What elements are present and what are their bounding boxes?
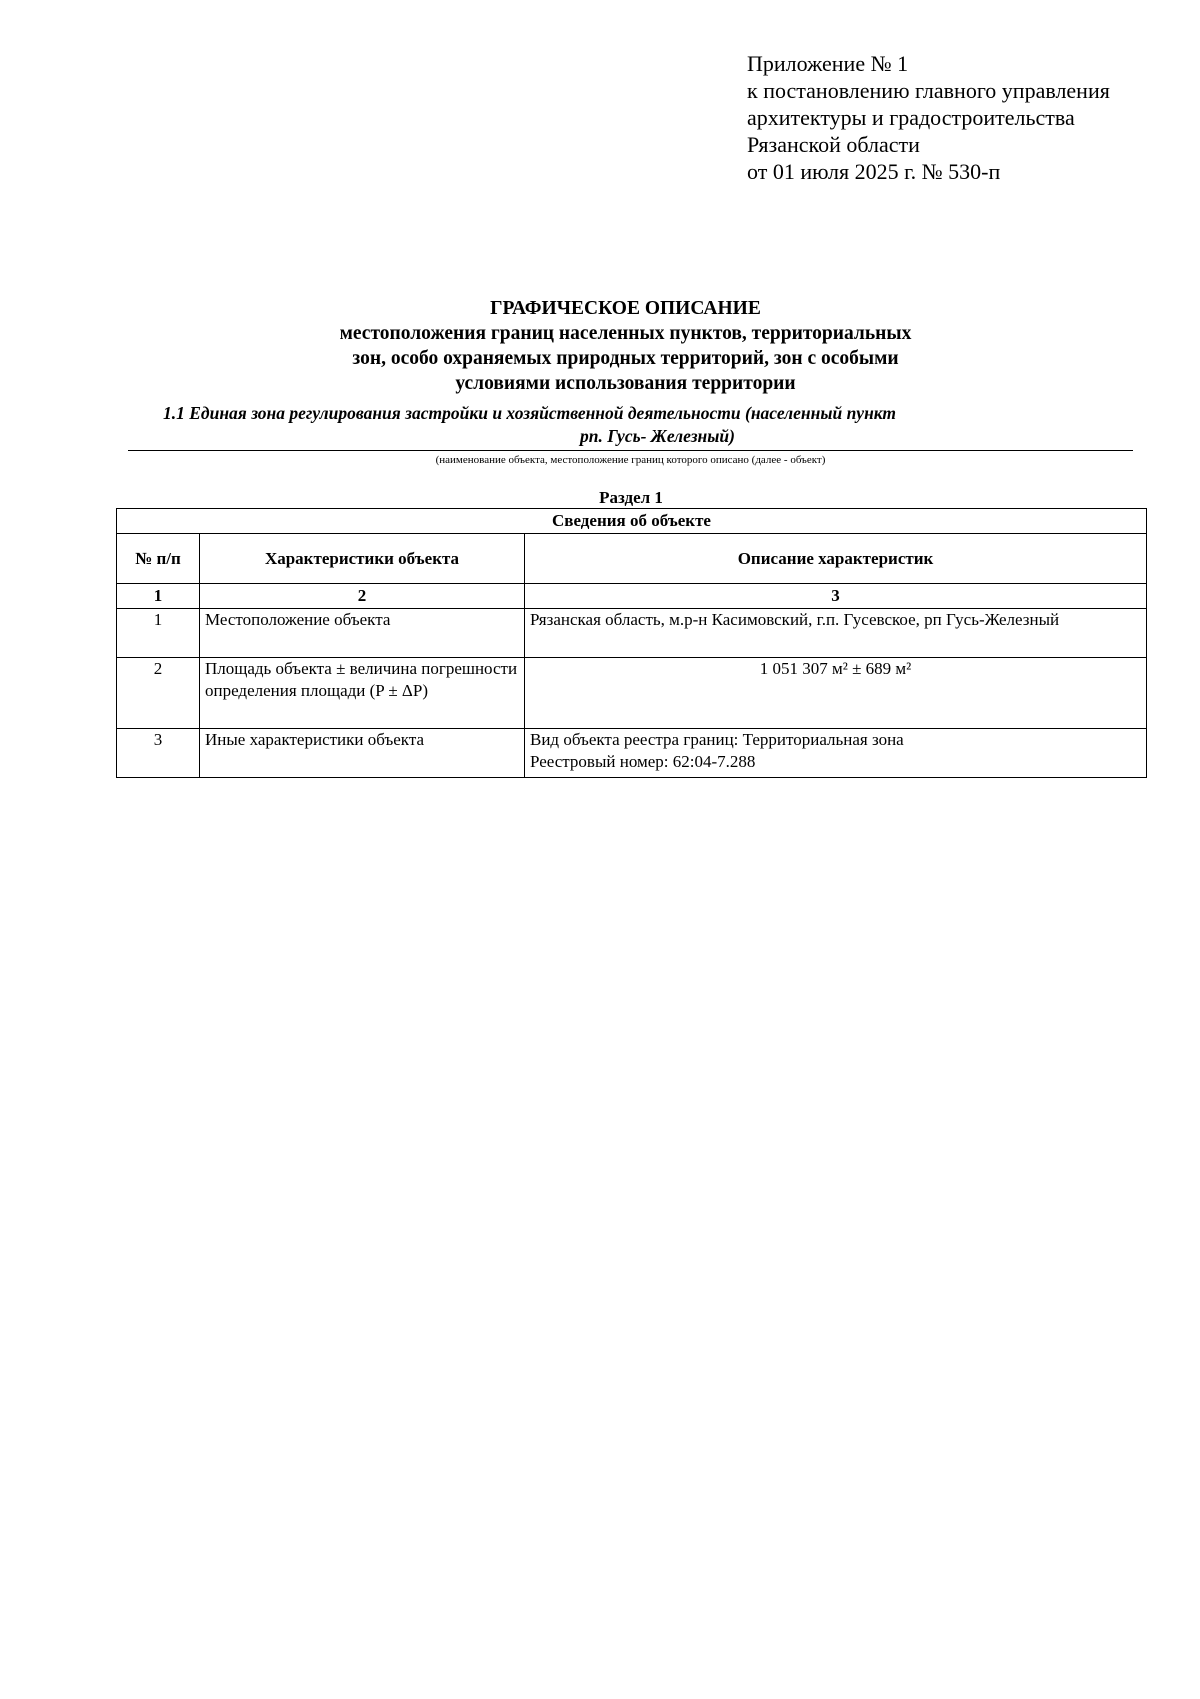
object-name-caption: (наименование объекта, местоположение границ которого описано (далее - объект) [435, 454, 826, 466]
row-number: 2 [117, 658, 200, 729]
appendix-header [747, 50, 1110, 185]
appendix-line: архитектуры и градостроительства [747, 105, 1075, 130]
row-description [525, 658, 1147, 729]
appendix-line: от 01 июля 2025 г. № 530-п [747, 159, 1001, 184]
section-label: Раздел 1 [599, 488, 663, 507]
row-description-line: 1 051 307 м² ± 689 м² [759, 659, 912, 678]
table-caption-row [117, 509, 1147, 534]
table-header-row [117, 534, 1147, 584]
column-number-row [117, 584, 1147, 609]
document-title-block [118, 296, 1133, 396]
document-subtitle-line: зон, особо охраняемых природных территорий, зон с особыми [352, 348, 899, 369]
object-name [128, 402, 1133, 448]
row-characteristic: Местоположение объекта [200, 609, 525, 658]
header-description: Описание характеристик [525, 534, 1147, 584]
row-number: 3 [117, 729, 200, 778]
column-number: 1 [117, 584, 200, 609]
object-name-underline [128, 450, 1133, 451]
appendix-line: Рязанской области [747, 132, 920, 157]
document-subtitle-line: условиями использования территории [455, 373, 796, 394]
appendix-line: Приложение № 1 [747, 51, 909, 76]
table-row [117, 729, 1147, 778]
object-name-line: 1.1 Единая зона регулирования застройки и хозяйственной деятельности (населенный пункт [163, 403, 897, 423]
table-row [117, 658, 1147, 729]
row-characteristic: Площадь объекта ± величина погрешности определения площади (P ± ΔP) [200, 658, 525, 729]
row-characteristic: Иные характеристики объекта [200, 729, 525, 778]
object-name-line: рп. Гусь- Железный) [580, 426, 735, 446]
row-description-line: Рязанская область, м.р-н Касимовский, г.п. Гусевское, рп Гусь-Железный [530, 610, 1060, 629]
header-number: № п/п [117, 534, 200, 584]
object-info-table [116, 508, 1147, 778]
column-number: 2 [200, 584, 525, 609]
column-number: 3 [525, 584, 1147, 609]
row-description-line: Реестровый номер: 62:04-7.288 [530, 752, 756, 771]
table-row [117, 609, 1147, 658]
header-characteristic: Характеристики объекта [200, 534, 525, 584]
row-description-line: Вид объекта реестра границ: Территориальная зона [530, 730, 904, 749]
appendix-line: к постановлению главного управления [747, 78, 1110, 103]
row-number: 1 [117, 609, 200, 658]
document-subtitle-line: местоположения границ населенных пунктов, территориальных [339, 323, 912, 344]
table-caption: Сведения об объекте [117, 509, 1147, 534]
row-description [525, 609, 1147, 658]
row-description [525, 729, 1147, 778]
document-title: ГРАФИЧЕСКОЕ ОПИСАНИЕ [490, 298, 761, 319]
